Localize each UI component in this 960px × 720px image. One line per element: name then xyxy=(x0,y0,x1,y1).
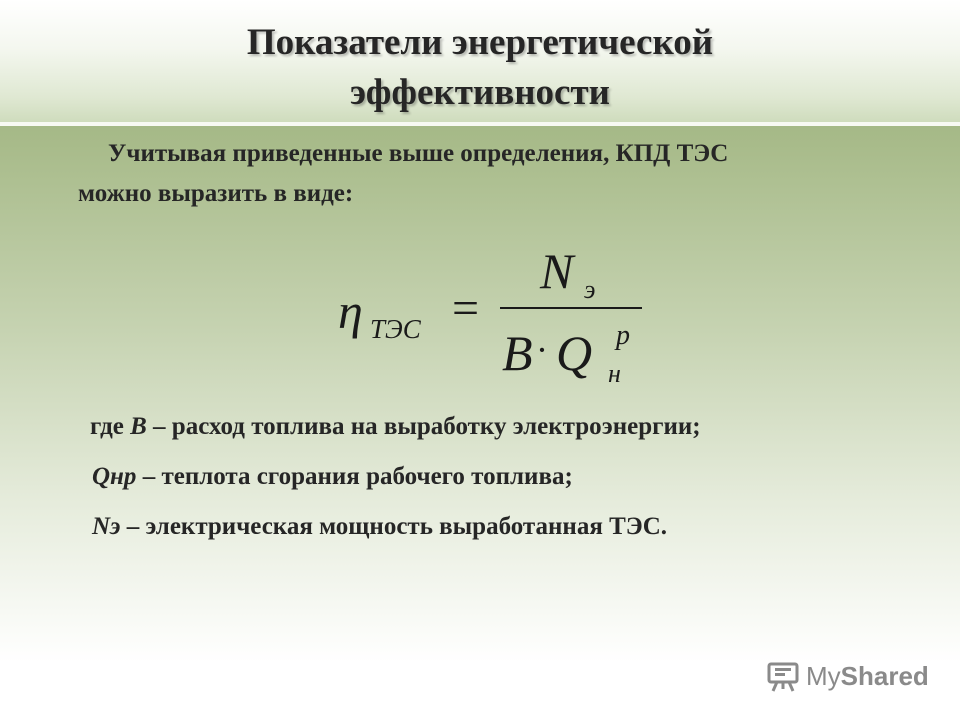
watermark-brand-shared: Shared xyxy=(840,660,929,691)
formula-equals: = xyxy=(452,282,480,335)
definition-item-n xyxy=(82,502,922,552)
presentation-board-icon xyxy=(766,659,800,693)
watermark-brand-my: My xyxy=(806,660,841,691)
formula-q-subscript: н xyxy=(608,359,621,386)
title-line-1: Показатели энергетической xyxy=(246,22,714,63)
formula-eta: η xyxy=(338,283,363,339)
formula-denominator-b: B xyxy=(502,325,533,381)
formula-numerator-subscript: э xyxy=(584,275,596,304)
formula-eta-subscript: ТЭС xyxy=(370,314,421,344)
definition-prefix: где xyxy=(90,413,131,440)
formula-numerator-n: N xyxy=(540,243,574,299)
slide-title xyxy=(0,18,960,118)
definition-text-n: – электрическая мощность выработанная ТЭС. xyxy=(120,513,668,540)
formula-q-superscript: p xyxy=(616,320,630,351)
title-divider xyxy=(0,122,960,126)
definition-item-q xyxy=(82,452,922,502)
definition-symbol-b: B xyxy=(130,413,147,440)
formula-dot: · xyxy=(536,330,548,370)
intro-paragraph xyxy=(78,134,898,214)
definitions-list xyxy=(82,402,922,552)
definition-symbol-q: Qнр xyxy=(92,463,137,490)
definition-text-b: – расход топлива на выработку электроэнергии; xyxy=(146,413,701,440)
definition-item-b xyxy=(82,402,922,452)
definition-text-q: – теплота сгорания рабочего топлива; xyxy=(136,463,573,490)
intro-line-2: можно выразить в виде: xyxy=(78,180,354,207)
title-line-2: эффективности xyxy=(350,72,610,113)
formula-denominator-q: Q xyxy=(556,325,593,381)
definition-symbol-n: Nэ xyxy=(92,513,121,540)
efficiency-formula xyxy=(330,236,670,386)
myshared-watermark xyxy=(766,656,929,696)
intro-line-1: Учитывая приведенные выше определения, КПД ТЭС xyxy=(108,140,729,167)
